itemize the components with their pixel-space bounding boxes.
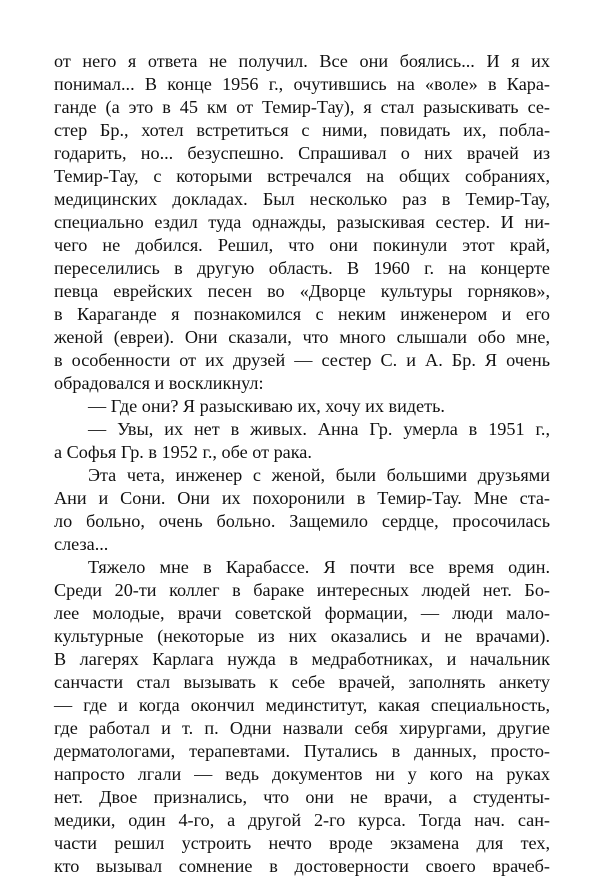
text-line: женой (евреи). Они сказали, что много слышали обо мне, <box>54 327 550 347</box>
text-line: Среди 20-ти коллег в бараке интересных людей нет. Бо- <box>54 580 550 600</box>
text-line: переселились в другую область. В 1960 г. на концерте <box>54 258 550 278</box>
text-line: ло больно, очень больно. Защемило сердце, просочилась <box>54 511 550 531</box>
text-line: стер Бр., хотел встретиться с ними, повидать их, побла- <box>54 120 550 140</box>
text-line: медицинских докладах. Был несколько раз в Темир-Тау, <box>54 189 550 209</box>
text-line: Темир-Тау, с которыми встречался на общих собраниях, <box>54 166 550 186</box>
text-line: специально ездил туда однажды, разыскивая сестер. И ни- <box>54 212 550 232</box>
text-line: слеза... <box>54 534 109 554</box>
text-line: ганде (а это в 45 км от Темир-Тау), я стал разыскивать се- <box>54 97 550 117</box>
text-line: обрадовался и воскликнул: <box>54 373 264 393</box>
paragraph-start-line: Эта чета, инженер с женой, были большими друзьями <box>88 465 550 485</box>
text-line: кто вызывал сомнение в достоверности своего врачеб- <box>54 856 550 876</box>
dialogue-line: — Увы, их нет в живых. Анна Гр. умерла в 1951 г., <box>88 419 550 439</box>
text-line: напросто лгали — ведь документов ни у кого на руках <box>54 764 550 784</box>
text-line: а Софья Гр. в 1952 г., обе от рака. <box>54 442 312 462</box>
text-line: чего не добился. Решил, что они покинули этот край, <box>54 235 550 255</box>
text-line: понимал... В конце 1956 г., очутившись на «воле» в Кара- <box>54 74 550 94</box>
text-line: от него я ответа не получил. Все они боялись... И я их <box>54 51 550 71</box>
text-line: дерматологами, терапевтами. Путались в данных, просто- <box>54 741 550 761</box>
text-line: В лагерях Карлага нужда в медработниках, и начальник <box>54 649 550 669</box>
text-line: части решил устроить нечто вроде экзамена для тех, <box>54 833 550 853</box>
text-line: годарить, но... безуспешно. Спрашивал о них врачей из <box>54 143 550 163</box>
text-line: певца еврейских песен во «Дворце культуры горняков», <box>54 281 550 301</box>
text-line: санчасти стал вызывать к себе врачей, заполнять анкету <box>54 672 550 692</box>
text-line: культурные (некоторые из них оказались и не врачами). <box>54 626 550 646</box>
paragraph-start-line: Тяжело мне в Карабассе. Я почти все время один. <box>88 557 550 577</box>
text-line: лее молодые, врачи советской формации, — люди мало- <box>54 603 550 623</box>
dialogue-line: — Где они? Я разыскиваю их, хочу их видеть. <box>88 396 445 416</box>
text-line: в особенности от их друзей — сестер С. и А. Бр. Я очень <box>54 350 550 370</box>
text-line: где работал и т. п. Одни назвали себя хирургами, другие <box>54 718 550 738</box>
text-line: медики, один 4-го, а другой 2-го курса. Тогда нач. сан- <box>54 810 550 830</box>
text-line: Ани и Сони. Они их похоронили в Темир-Тау. Мне ста- <box>54 488 550 508</box>
text-line: в Караганде я познакомился с неким инженером и его <box>54 304 550 324</box>
text-line: нет. Двое признались, что они не врачи, а студенты- <box>54 787 550 807</box>
text-line: — где и когда окончил мединститут, какая специальность, <box>54 695 550 715</box>
